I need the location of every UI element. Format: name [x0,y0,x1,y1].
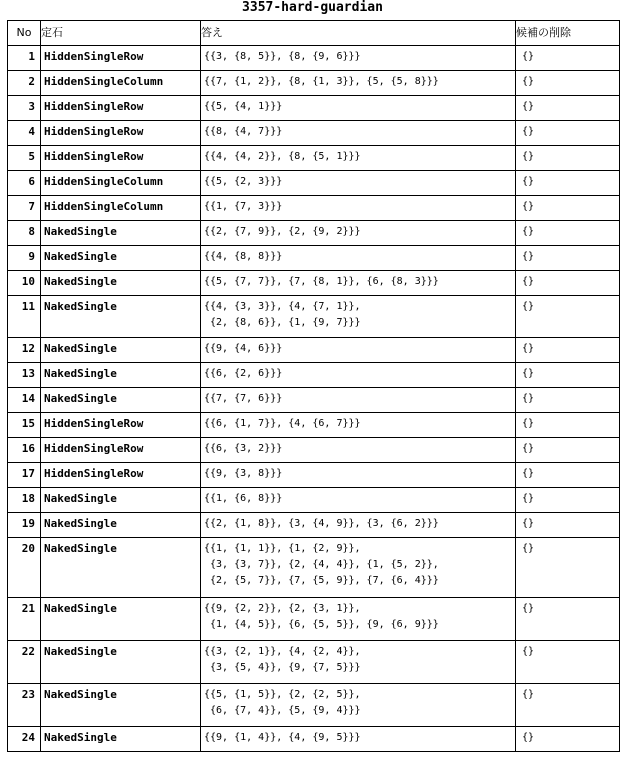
answer-cell: {{5, {2, 3}}} [201,171,516,196]
row-number: 19 [8,513,41,538]
answer-cell: {{4, {3, 3}}, {4, {7, 1}}, {2, {8, 6}}, {1, {9, 7}}} [201,296,516,338]
table-row [8,196,620,221]
candidate-deletion-cell: {} [516,71,620,96]
technique-name: HiddenSingleColumn [41,71,201,96]
technique-name: NakedSingle [41,598,201,641]
table-row [8,221,620,246]
table-row [8,684,620,727]
row-number: 5 [8,146,41,171]
candidate-deletion-cell: {} [516,538,620,598]
answer-cell: {{7, {1, 2}}, {8, {1, 3}}, {5, {5, 8}}} [201,71,516,96]
table-row [8,388,620,413]
row-number: 13 [8,363,41,388]
technique-name: NakedSingle [41,513,201,538]
technique-name: HiddenSingleColumn [41,196,201,221]
technique-name: NakedSingle [41,363,201,388]
header-answer: 答え [201,21,516,46]
candidate-deletion-cell: {} [516,46,620,71]
technique-name: NakedSingle [41,271,201,296]
table-row [8,538,620,598]
candidate-deletion-cell: {} [516,146,620,171]
candidate-deletion-cell: {} [516,598,620,641]
answer-cell: {{5, {1, 5}}, {2, {2, 5}}, {6, {7, 4}}, {5, {9, 4}}} [201,684,516,727]
row-number: 1 [8,46,41,71]
technique-name: HiddenSingleRow [41,121,201,146]
technique-name: NakedSingle [41,221,201,246]
table-row [8,146,620,171]
row-number: 14 [8,388,41,413]
header-no: No [8,21,41,46]
candidate-deletion-cell: {} [516,221,620,246]
candidate-deletion-cell: {} [516,246,620,271]
candidate-deletion-cell: {} [516,413,620,438]
candidate-deletion-cell: {} [516,338,620,363]
row-number: 7 [8,196,41,221]
table-row [8,413,620,438]
table-row [8,46,620,71]
technique-name: HiddenSingleRow [41,46,201,71]
row-number: 15 [8,413,41,438]
table-row [8,246,620,271]
candidate-deletion-cell: {} [516,684,620,727]
header-technique: 定石 [41,21,201,46]
row-number: 9 [8,246,41,271]
answer-cell: {{9, {2, 2}}, {2, {3, 1}}, {1, {4, 5}}, {6, {5, 5}}, {9, {6, 9}}} [201,598,516,641]
candidate-deletion-cell: {} [516,171,620,196]
answer-cell: {{2, {1, 8}}, {3, {4, 9}}, {3, {6, 2}}} [201,513,516,538]
row-number: 20 [8,538,41,598]
table-row [8,438,620,463]
answer-cell: {{2, {7, 9}}, {2, {9, 2}}} [201,221,516,246]
answer-cell: {{9, {3, 8}}} [201,463,516,488]
table-row [8,171,620,196]
row-number: 3 [8,96,41,121]
table-row [8,96,620,121]
table-row [8,296,620,338]
candidate-deletion-cell: {} [516,641,620,684]
row-number: 8 [8,221,41,246]
table-row [8,271,620,296]
row-number: 21 [8,598,41,641]
table-row [8,513,620,538]
answer-cell: {{6, {2, 6}}} [201,363,516,388]
row-number: 18 [8,488,41,513]
row-number: 4 [8,121,41,146]
technique-name: NakedSingle [41,388,201,413]
table-row [8,488,620,513]
candidate-deletion-cell: {} [516,513,620,538]
answer-cell: {{4, {4, 2}}, {8, {5, 1}}} [201,146,516,171]
row-number: 6 [8,171,41,196]
technique-name: HiddenSingleRow [41,96,201,121]
technique-name: NakedSingle [41,296,201,338]
answer-cell: {{1, {6, 8}}} [201,488,516,513]
table-row [8,463,620,488]
table-row [8,363,620,388]
candidate-deletion-cell: {} [516,388,620,413]
technique-name: NakedSingle [41,538,201,598]
answer-cell: {{9, {4, 6}}} [201,338,516,363]
technique-name: NakedSingle [41,246,201,271]
candidate-deletion-cell: {} [516,463,620,488]
technique-name: HiddenSingleRow [41,463,201,488]
table-row [8,598,620,641]
table-row [8,641,620,684]
technique-name: NakedSingle [41,727,201,752]
candidate-deletion-cell: {} [516,121,620,146]
technique-name: HiddenSingleRow [41,413,201,438]
row-number: 11 [8,296,41,338]
answer-cell: {{5, {7, 7}}, {7, {8, 1}}, {6, {8, 3}}} [201,271,516,296]
solution-steps-table [7,20,620,752]
row-number: 2 [8,71,41,96]
row-number: 17 [8,463,41,488]
answer-cell: {{1, {1, 1}}, {1, {2, 9}}, {3, {3, 7}}, {2, {4, 4}}, {1, {5, 2}}, {2, {5, 7}}, {7, {5, 9}}, {7, {6, 4}}} [201,538,516,598]
answer-cell: {{3, {8, 5}}, {8, {9, 6}}} [201,46,516,71]
row-number: 16 [8,438,41,463]
candidate-deletion-cell: {} [516,196,620,221]
row-number: 23 [8,684,41,727]
answer-cell: {{9, {1, 4}}, {4, {9, 5}}} [201,727,516,752]
row-number: 24 [8,727,41,752]
header-candidate-deletion: 候補の削除 [516,21,620,46]
candidate-deletion-cell: {} [516,488,620,513]
technique-name: NakedSingle [41,684,201,727]
page-title: 3357-hard-guardian [242,0,383,15]
technique-name: NakedSingle [41,338,201,363]
answer-cell: {{7, {7, 6}}} [201,388,516,413]
table-row [8,727,620,752]
answer-cell: {{3, {2, 1}}, {4, {2, 4}}, {3, {5, 4}}, {9, {7, 5}}} [201,641,516,684]
technique-name: HiddenSingleRow [41,438,201,463]
candidate-deletion-cell: {} [516,438,620,463]
row-number: 12 [8,338,41,363]
candidate-deletion-cell: {} [516,727,620,752]
answer-cell: {{5, {4, 1}}} [201,96,516,121]
technique-name: HiddenSingleRow [41,146,201,171]
technique-name: HiddenSingleColumn [41,171,201,196]
candidate-deletion-cell: {} [516,296,620,338]
candidate-deletion-cell: {} [516,271,620,296]
table-row [8,338,620,363]
answer-cell: {{6, {1, 7}}, {4, {6, 7}}} [201,413,516,438]
header-row [8,21,620,46]
answer-cell: {{1, {7, 3}}} [201,196,516,221]
row-number: 22 [8,641,41,684]
candidate-deletion-cell: {} [516,363,620,388]
table-row [8,121,620,146]
answer-cell: {{6, {3, 2}}} [201,438,516,463]
table-row [8,71,620,96]
technique-name: NakedSingle [41,641,201,684]
row-number: 10 [8,271,41,296]
answer-cell: {{4, {8, 8}}} [201,246,516,271]
candidate-deletion-cell: {} [516,96,620,121]
technique-name: NakedSingle [41,488,201,513]
answer-cell: {{8, {4, 7}}} [201,121,516,146]
